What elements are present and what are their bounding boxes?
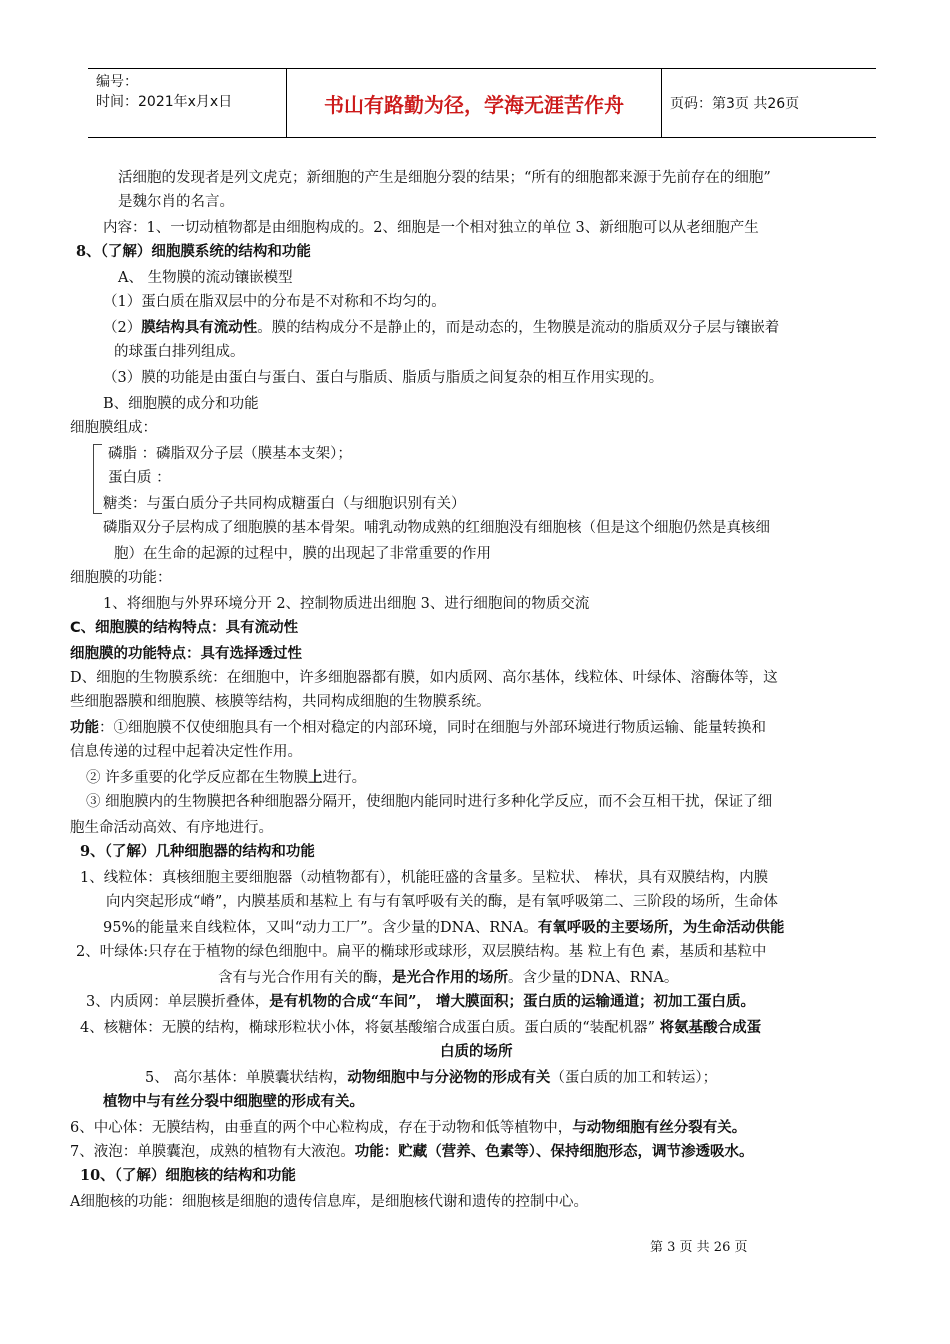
text-line: ② 许多重要的化学反应都在生物膜上进行。	[86, 769, 367, 786]
page-info: 页码：第3页 共26页	[670, 96, 800, 112]
text-line: 植物中与有丝分裂中细胞壁的形成有关。	[103, 1093, 364, 1110]
bold-term: 上	[308, 769, 323, 786]
text-line: 磷脂双分子层构成了细胞膜的基本骨架。哺乳动物成熟的红细胞没有细胞核（但是这个细胞仍然是真核细	[103, 520, 770, 536]
motto: 书山有路勤为径，学海无涯苦作舟	[286, 69, 662, 137]
text-line: 4、核糖体：无膜的结构，椭球形粒状小体，将氨基酸缩合成蛋白质。蛋白质的“装配机器” 将氨基酸合成蛋	[80, 1019, 762, 1036]
bold-term: 功能	[70, 719, 99, 736]
text-line: 1、将细胞与外界环境分开 2、控制物质进出细胞 3、进行细胞间的物质交流	[103, 596, 590, 612]
page-header	[88, 68, 876, 138]
text-line: 向内突起形成“嵴”，内膜基质和基粒上 有与有氧呼吸有关的酶，是有氧呼吸第二、三阶段的场所，生命体	[106, 894, 778, 910]
bold-term: 是光合作用的场所	[392, 969, 508, 986]
bold-term: 功能：贮藏（营养、色素等）、保持细胞形态，调节渗透吸水。	[354, 1143, 754, 1160]
text-line: 功能：①细胞膜不仅使细胞具有一个相对稳定的内部环境，同时在细胞与外部环境进行物质运输、能量转换和	[70, 719, 766, 736]
text-line: 活细胞的发现者是列文虎克；新细胞的产生是细胞分裂的结果；“所有的细胞都来源于先前存在的细胞”	[118, 170, 771, 186]
text-line: 信息传递的过程中起着决定性作用。	[70, 744, 302, 760]
list-item: 糖类：与蛋白质分子共同构成糖蛋白（与细胞识别有关）	[103, 496, 466, 512]
text-line: 1、线粒体：真核细胞主要细胞器（动植物都有），机能旺盛的含量多。呈粒状、 棒状，具有双膜结构，内膜	[80, 870, 769, 886]
section-heading: 9、（了解）几种细胞器的结构和功能	[80, 843, 315, 860]
bold-term: 动物细胞中与分泌物的形成有关	[347, 1069, 551, 1086]
list-item: 磷脂 ：磷脂双分子层（膜基本支架）；	[108, 446, 352, 462]
text-line: ③ 细胞膜内的生物膜把各种细胞器分隔开，使细胞内能同时进行多种化学反应，而不会互相干扰，保证了细	[86, 794, 773, 810]
text-line: 5、 高尔基体：单膜囊状结构，动物细胞中与分泌物的形成有关（蛋白质的加工和转运）；	[145, 1069, 718, 1086]
text-line: 白质的场所	[440, 1043, 513, 1060]
text-line: （2）膜结构具有流动性。膜的结构成分不是静止的，而是动态的，生物膜是流动的脂质双分子层与镶嵌着	[103, 319, 780, 336]
bold-term: 将氨基酸合成蛋	[659, 1019, 762, 1036]
text-line: 是魏尔肖的名言。	[118, 194, 234, 210]
header-left	[96, 72, 232, 112]
text-line: 95%的能量来自线粒体，又叫“动力工厂”。含少量的DNA、RNA。有氧呼吸的主要场所，为生命活动供能	[103, 919, 785, 936]
bold-term: 与动物细胞有丝分裂有关。	[572, 1119, 747, 1136]
text-line: （1）蛋白质在脂双层中的分布是不对称和不均匀的。	[103, 294, 446, 310]
subsection-heading: 细胞膜的功能特点：具有选择透过性	[70, 646, 302, 662]
section-heading: 10、（了解）细胞核的结构和功能	[80, 1167, 296, 1184]
composition-brace	[93, 444, 102, 514]
text-line: 6、中心体：无膜结构，由垂直的两个中心粒构成，存在于动物和低等植物中，与动物细胞有丝分裂有关。	[70, 1119, 747, 1136]
subsection-heading: B、细胞膜的成分和功能	[103, 396, 259, 412]
bold-term: 是有机物的合成“车间”， 增大膜面积；蛋白质的运输通道；初加工蛋白质。	[269, 993, 755, 1010]
subsection-heading: A、 生物膜的流动镶嵌模型	[118, 270, 293, 286]
text-line: （3）膜的功能是由蛋白与蛋白、蛋白与脂质、脂质与脂质之间复杂的相互作用实现的。	[103, 370, 664, 386]
text-line: 内容：1、一切动植物都是由细胞构成的。2、细胞是一个相对独立的单位 3、新细胞可以从老细胞产生	[103, 220, 759, 236]
bold-term: 膜结构具有流动性	[141, 319, 258, 336]
number-label: 编号：	[96, 74, 138, 90]
subsection-heading: C、细胞膜的结构特点：具有流动性	[70, 620, 299, 636]
bold-term: 有氧呼吸的主要场所，为生命活动供能	[537, 919, 785, 936]
text-line: 细胞膜的功能：	[70, 570, 172, 586]
text-line: A细胞核的功能：细胞核是细胞的遗传信息库，是细胞核代谢和遗传的控制中心。	[70, 1194, 588, 1210]
text-line: 含有与光合作用有关的酶，是光合作用的场所。含少量的DNA、RNA。	[218, 969, 679, 986]
text-line: 胞）在生命的起源的过程中，膜的出现起了非常重要的作用	[114, 546, 491, 562]
text-line: 的球蛋白排列组成。	[114, 344, 245, 360]
text-line: 3、内质网：单层膜折叠体，是有机物的合成“车间”， 增大膜面积；蛋白质的运输通道；初加工蛋白质。	[86, 993, 755, 1010]
text-line: 2、叶绿体:只存在于植物的绿色细胞中。扁平的椭球形或球形，双层膜结构。基 粒上有色 素，基质和基粒中	[76, 944, 767, 960]
text-line: 胞生命活动高效、有序地进行。	[70, 820, 273, 836]
text-line: D、细胞的生物膜系统：在细胞中，许多细胞器都有膜，如内质网、高尔基体，线粒体、叶绿体、溶酶体等，这	[70, 670, 778, 686]
text-line: 细胞膜组成：	[70, 420, 157, 436]
text-line: 些细胞器膜和细胞膜、核膜等结构，共同构成细胞的生物膜系统。	[70, 694, 491, 710]
text-line: 7、液泡：单膜囊泡，成熟的植物有大液泡。功能：贮藏（营养、色素等）、保持细胞形态，调节渗透吸水。	[70, 1143, 754, 1160]
time-label: 时间：2021年x月x日	[96, 94, 233, 110]
list-item: 蛋白质 ：	[108, 470, 171, 486]
section-heading: 8、（了解）细胞膜系统的结构和功能	[76, 243, 311, 260]
page-footer: 第 3 页 共 26 页	[650, 1240, 748, 1255]
